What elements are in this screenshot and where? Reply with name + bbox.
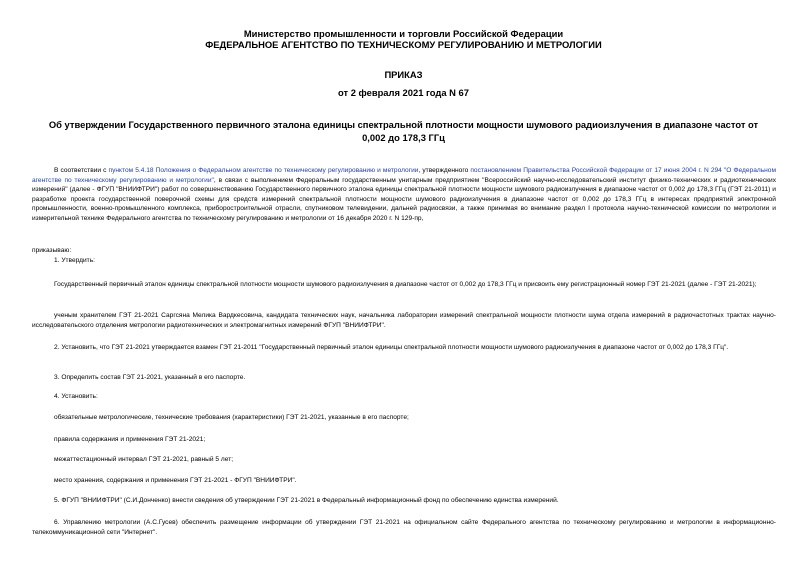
document-date: от 2 февраля 2021 года N 67 (338, 87, 469, 98)
item-3: 3. Определить состав ГЭТ 21-2021, указанный в его паспорте. (54, 374, 246, 381)
item-2: 2. Установить, что ГЭТ 21-2021 утверждается взамен ГЭТ 21-2011 "Государственный первичный эталон единицы спектральной плотности мощности шумового радиоизлучения в диапазоне частот от 0,002 до 178,3 ГГц". (54, 344, 729, 351)
document-type: ПРИКАЗ (384, 69, 423, 80)
order-word: приказываю: (32, 247, 72, 254)
ministry-name: Министерство промышленности и торговли Российской Федерации (243, 28, 564, 39)
regulation-link[interactable]: пунктом 5.4.18 Положения о Федеральном агентстве по техническому регулированию и метрологии (108, 167, 419, 174)
item-4-rules: правила содержания и применения ГЭТ 21-2021; (54, 436, 206, 443)
item-1-custodian: ученым хранителем ГЭТ 21-2021 Саргсяна Мелика Вардкесовича, кандидата технических наук, начальника лаборатории измерений спектральной мощности плотности шума отдела измерений в радиочастотных трактах научно-исследовательского отделения метрологии радиотехнических и электромагнитных измерений ФГУП "ВНИИФТРИ". (32, 312, 776, 329)
item-4-interval: межаттестационный интервал ГЭТ 21-2021, равный 5 лет; (54, 456, 234, 463)
preamble-paragraph (32, 166, 776, 224)
preamble-text-1: В соответствии с (54, 167, 109, 174)
preamble-text-2: , утвержденного (418, 167, 471, 174)
item-1: 1. Утвердить: (54, 257, 95, 264)
agency-name: ФЕДЕРАЛЬНОЕ АГЕНТСТВО ПО ТЕХНИЧЕСКОМУ РЕГУЛИРОВАНИЮ И МЕТРОЛОГИИ (205, 39, 602, 50)
item-4: 4. Установить: (54, 393, 98, 400)
preamble-text-3: , в связи с выполнением Федеральным государственным унитарным предприятием "Всероссийский научно-исследовательский институт физико-технических и радиотехнических измерений" (далее - ФГУП "ВНИИФТРИ") работ по совершенствованию Государственного первичного эталона единицы спектральной плотности мощности шумового радиоизлучения в диапазоне частот от 0,002 до 178,3 ГГц (ГЭТ 21-2011) и разработке проекта государственной поверочной схемы для средств измерений спектральной плотности мощности шумового радиоизлучения в диапазоне частот от 0,002 до 178,3 ГГц в интересах предприятий электронной промышленности, военно-промышленного комплекса, приборостроительной отрасли, спутниковом телевидении, дальней радиосвязи, а также принимая во внимание раздел I протокола научно-технической комиссии по метрологии и измерительной технике Федерального агентства по техническому регулированию и метрологии от 16 декабря 2020 г. N 129-пр, (32, 176, 776, 222)
item-6: 6. Управлению метрологии (А.С.Гусев) обеспечить размещение информации об утверждении ГЭТ 21-2021 на официальном сайте Федерального агентства по техническому регулированию и метрологии в информационно-телекоммуникационной сети "Интернет". (32, 519, 776, 536)
item-4-requirements: обязательные метрологические, технические требования (характеристики) ГЭТ 21-2021, указанные в его паспорте; (54, 414, 409, 421)
government-resolution-link[interactable]: постановлением Правительства Российской Федерации от 17 июня 2004 г. N 294 "О Федеральном агентстве по техническому регулированию и метрологии" (32, 167, 776, 184)
item-4-location: место хранения, содержания и применения ГЭТ 21-2021 - ФГУП "ВНИИФТРИ". (54, 477, 297, 484)
item-5: 5. ФГУП "ВНИИФТРИ" (С.И.Донченко) внести сведения об утверждении ГЭТ 21-2021 в Федеральный информационный фонд по обеспечению единства измерений. (54, 497, 559, 504)
document-title: Об утверждении Государственного первичного эталона единицы спектральной плотности мощности шумового радиоизлучения в диапазоне частот от 0,002 до 178,3 ГГц (48, 119, 759, 143)
item-1-standard: Государственный первичный эталон единицы спектральной плотности мощности шумового радиоизлучения в диапазоне частот от 0,002 до 178,3 ГГц и присвоить ему регистрационный номер ГЭТ 21-2021 (далее - ГЭТ 21-2021); (54, 281, 757, 288)
